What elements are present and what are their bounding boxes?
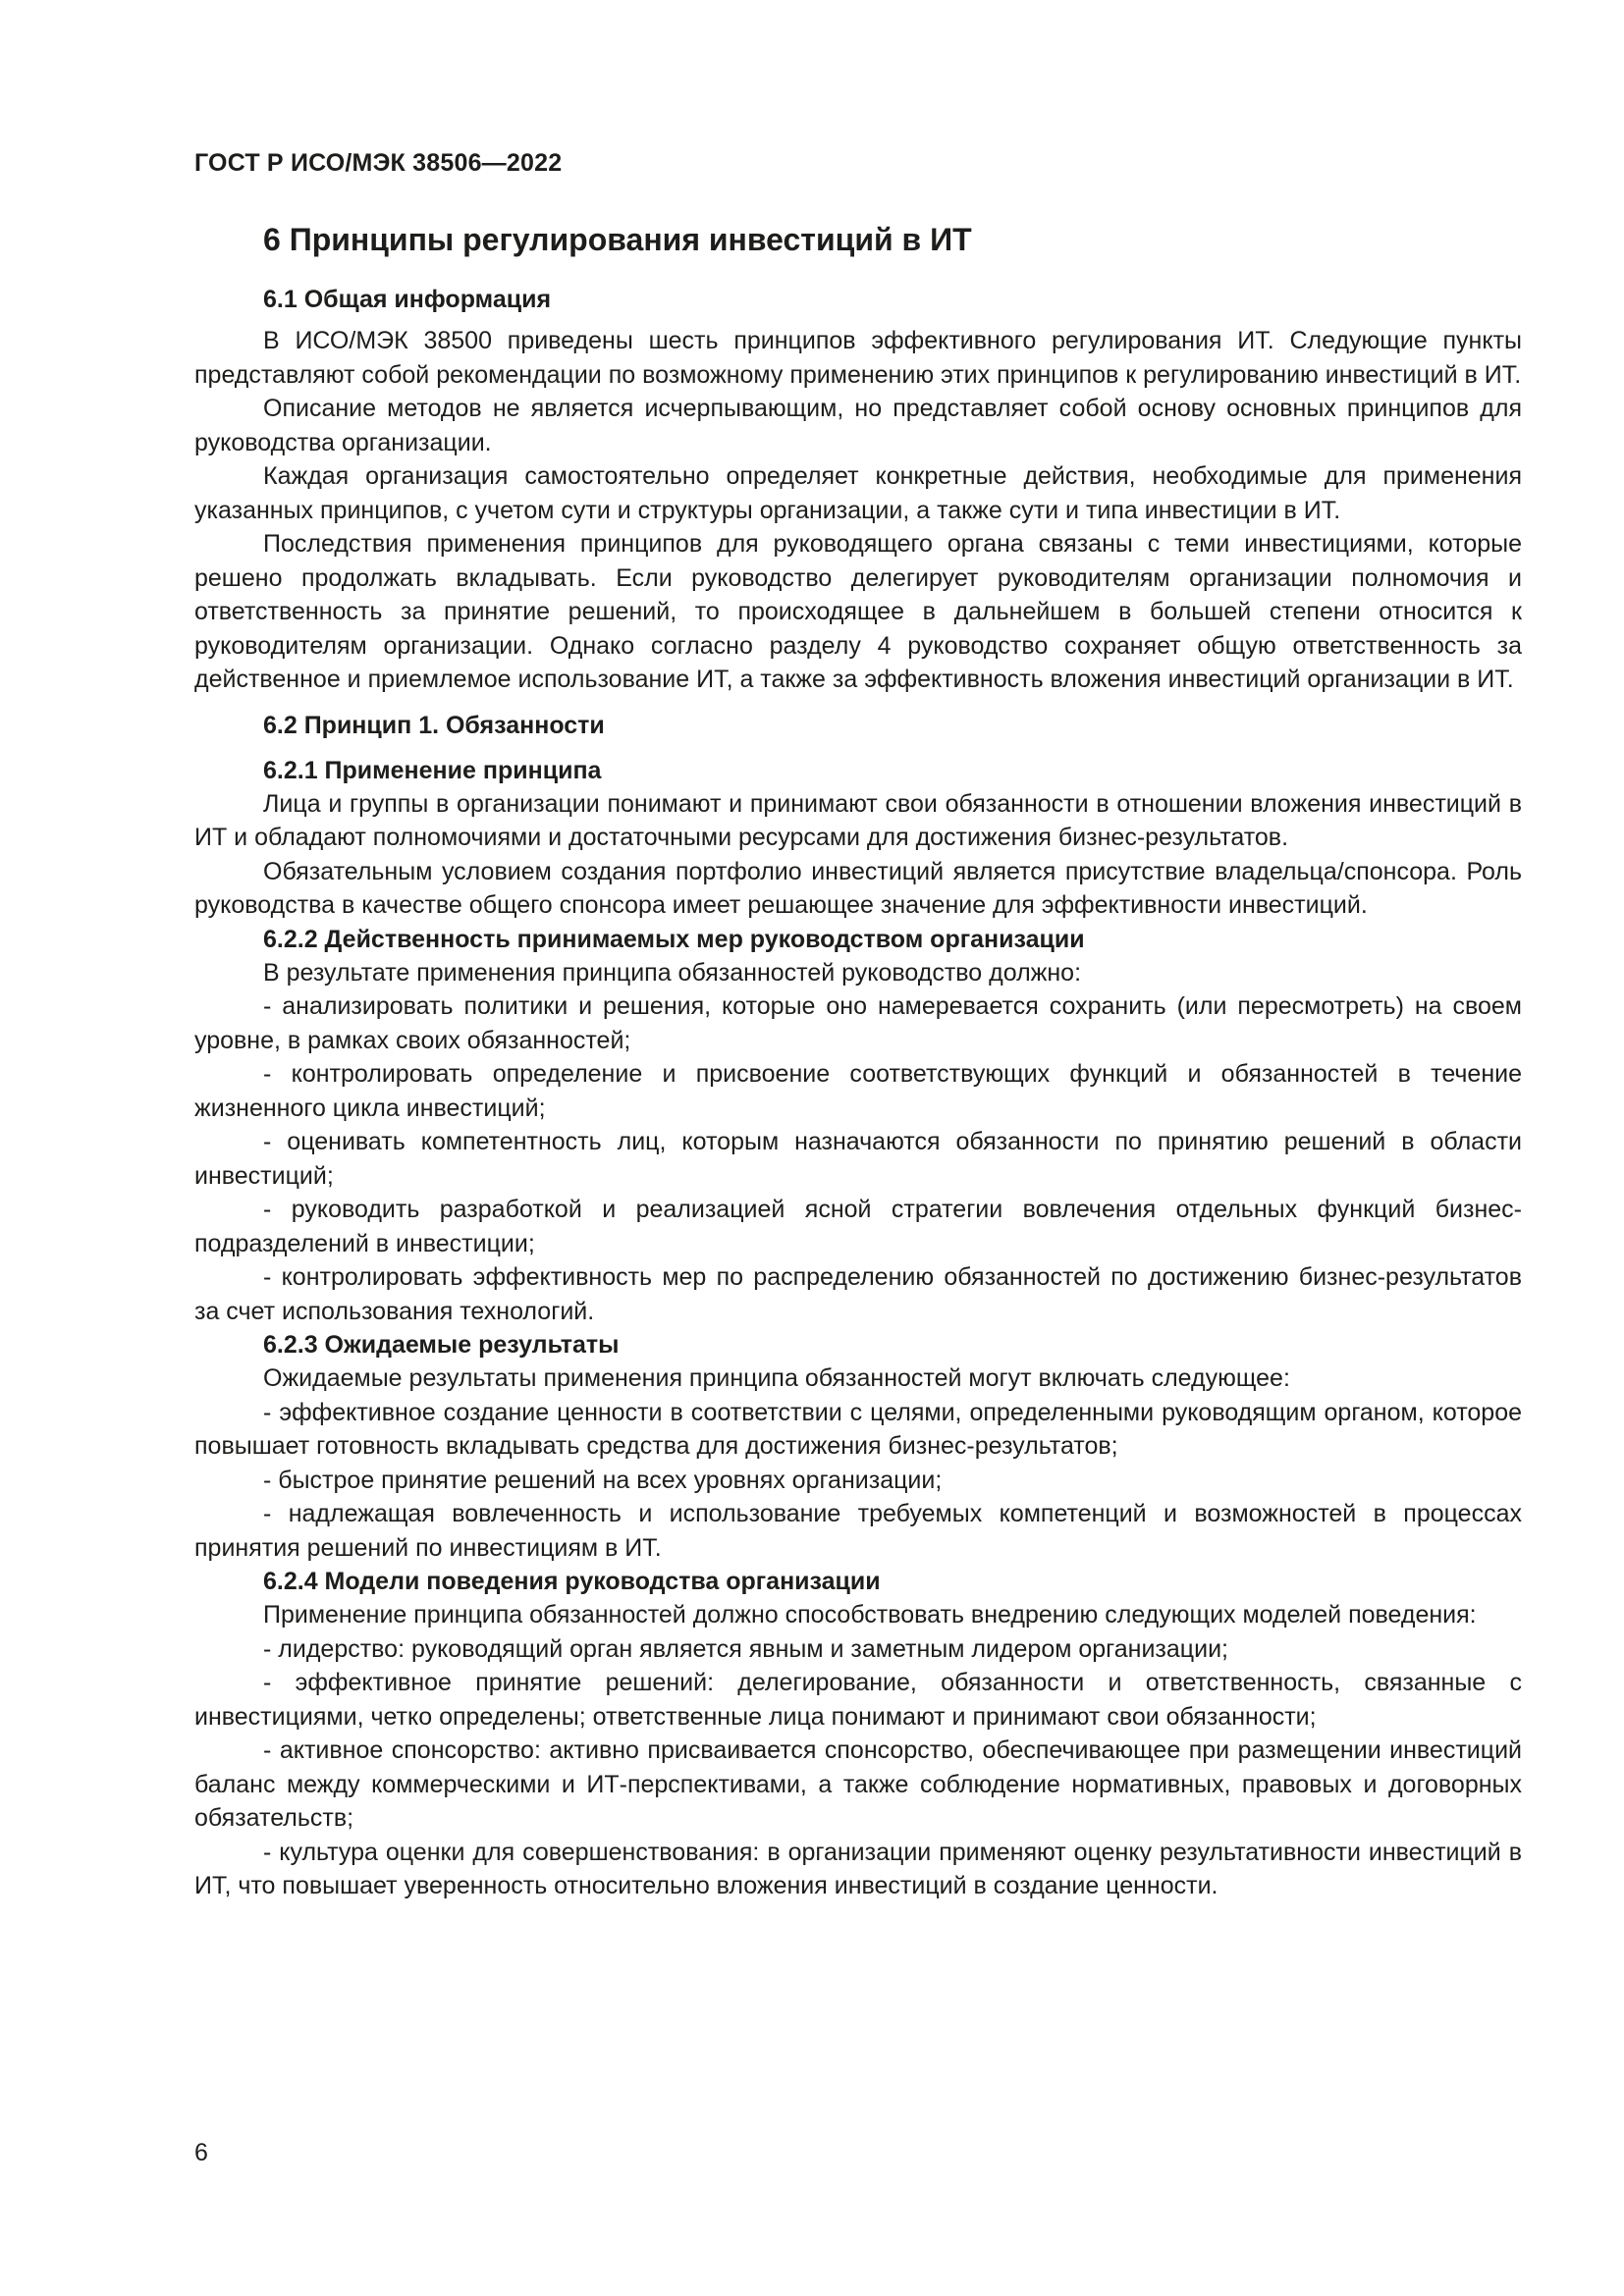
clause-6-2-2-heading: 6.2.2 Действенность принимаемых мер руководством организации <box>263 925 1085 953</box>
paragraph: В ИСО/МЭК 38500 приведены шесть принципов эффективного регулирования ИТ. Следующие пункты представляют собой рекомендации по возможному применению этих принципов к регулированию инвестиций в ИТ. <box>194 327 1522 389</box>
paragraph: Применение принципа обязанностей должно способствовать внедрению следующих моделей поведения: <box>263 1601 1477 1629</box>
paragraph: Последствия применения принципов для руководящего органа связаны с теми инвестициями, которые решено продолжать вкладывать. Если руководство делегирует руководителям организации полномочия и ответственность за принятие решений, то происходящее в дальнейшем в большей степени относится к руководителям организации. Однако согласно разделу 4 руководство сохраняет общую ответственность за действенное и приемлемое использование ИТ, а также за эффективность вложения инвестиций организации в ИТ. <box>194 530 1522 693</box>
standard-header: ГОСТ Р ИСО/МЭК 38506—2022 <box>194 149 563 177</box>
list-item: - руководить разработкой и реализацией ясной стратегии вовлечения отдельных функций бизнес-подразделений в инвестиции; <box>194 1196 1522 1257</box>
list-item: - надлежащая вовлеченность и использование требуемых компетенций и возможностей в процессах принятия решений по инвестициям в ИТ. <box>194 1500 1522 1562</box>
section-title: 6 Принципы регулирования инвестиций в ИТ <box>263 222 972 257</box>
document-content <box>194 218 1522 1903</box>
paragraph: Описание методов не является исчерпывающим, но представляет собой основу основных принципов для руководства организации. <box>194 395 1522 456</box>
list-item: - эффективное создание ценности в соответствии с целями, определенными руководящим органом, которое повышает готовность вкладывать средства для достижения бизнес-результатов; <box>194 1398 1522 1460</box>
list-item: - анализировать политики и решения, которые оно намеревается сохранить (или пересмотреть) на своем уровне, в рамках своих обязанностей; <box>194 992 1522 1054</box>
paragraph: В результате применения принципа обязанностей руководство должно: <box>263 958 1082 987</box>
page-number: 6 <box>194 2139 208 2166</box>
subsection-6-2-heading: 6.2 Принцип 1. Обязанности <box>263 711 605 739</box>
list-item: - быстрое принятие решений на всех уровнях организации; <box>263 1466 943 1494</box>
list-item: - активное спонсорство: активно присваивается спонсорство, обеспечивающее при размещении инвестиций баланс между коммерческими и ИТ-перспективами, а также соблюдение нормативных, правовых и договорных обязательств; <box>194 1736 1522 1832</box>
list-item: - культура оценки для совершенствования: в организации применяют оценку результативности инвестиций в ИТ, что повышает уверенность относительно вложения инвестиций в создание ценности. <box>194 1838 1522 1899</box>
clause-6-2-3-heading: 6.2.3 Ожидаемые результаты <box>263 1331 620 1359</box>
list-item: - эффективное принятие решений: делегирование, обязанности и ответственность, связанные с инвестициями, четко определены; ответственные лица понимают и принимают свои обязанности; <box>194 1669 1522 1731</box>
subsection-6-1-heading: 6.1 Общая информация <box>263 286 552 313</box>
clause-6-2-1-heading: 6.2.1 Применение принципа <box>263 756 602 784</box>
list-item: - контролировать определение и присвоение соответствующих функций и обязанностей в течение жизненного цикла инвестиций; <box>194 1060 1522 1122</box>
list-item: - контролировать эффективность мер по распределению обязанностей по достижению бизнес-результатов за счет использования технологий. <box>194 1263 1522 1325</box>
paragraph: Обязательным условием создания портфолио инвестиций является присутствие владельца/спонсора. Роль руководства в качестве общего спонсора имеет решающее значение для эффективности инвестиций. <box>194 857 1522 919</box>
list-item: - лидерство: руководящий орган является явным и заметным лидером организации; <box>263 1634 1228 1663</box>
paragraph: Каждая организация самостоятельно определяет конкретные действия, необходимые для применения указанных принципов, с учетом сути и структуры организации, а также сути и типа инвестиции в ИТ. <box>194 462 1522 524</box>
paragraph: Лица и группы в организации понимают и принимают свои обязанности в отношении вложения инвестиций в ИТ и обладают полномочиями и достаточными ресурсами для достижения бизнес-результатов. <box>194 789 1522 851</box>
paragraph: Ожидаемые результаты применения принципа обязанностей могут включать следующее: <box>263 1364 1290 1392</box>
list-item: - оценивать компетентность лиц, которым назначаются обязанности по принятию решений в области инвестиций; <box>194 1128 1522 1190</box>
clause-6-2-4-heading: 6.2.4 Модели поведения руководства организации <box>263 1568 881 1595</box>
